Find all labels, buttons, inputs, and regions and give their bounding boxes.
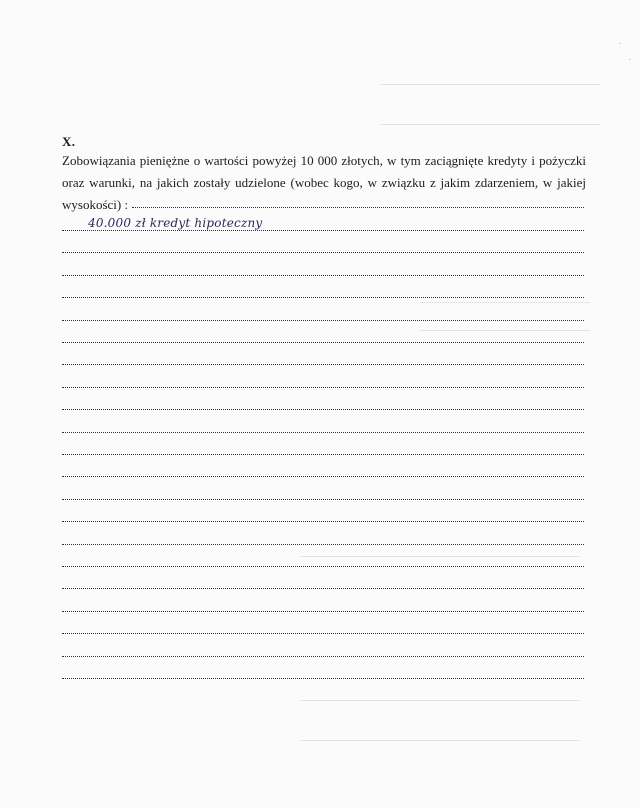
answer-line [62, 656, 584, 657]
answer-line [62, 454, 584, 455]
answer-line [62, 297, 584, 298]
answer-line [62, 566, 584, 567]
answer-line [62, 611, 584, 612]
answer-line [62, 633, 584, 634]
answer-line [62, 387, 584, 388]
bleed-through-line [420, 330, 590, 331]
answer-line [132, 207, 584, 208]
bleed-through-line [380, 124, 600, 125]
corner-mark: · [628, 54, 632, 65]
handwritten-answer: 40.000 zł kredyt hipoteczny [88, 216, 263, 230]
answer-line [62, 275, 584, 276]
question-text: Zobowiązania pieniężne o wartości powyżej 10 000 złotych, w tym zaciągnięte kredyty i pożyczki oraz warunki, na jakich zostały udzielone (wobec kogo, w związku z jakim zdarzeniem, w jakiej wysokości) : [62, 153, 586, 212]
section-number: X. [62, 134, 76, 149]
answer-line [62, 342, 584, 343]
bleed-through-line [300, 740, 580, 741]
answer-line [62, 544, 584, 545]
answer-line [62, 432, 584, 433]
answer-line [62, 320, 584, 321]
answer-line [62, 499, 584, 500]
bleed-through-line [300, 700, 580, 701]
bleed-through-line [420, 302, 590, 303]
answer-line [62, 678, 584, 679]
answer-line [62, 252, 584, 253]
corner-mark: · [618, 38, 622, 49]
answer-line [62, 476, 584, 477]
answer-line [62, 521, 584, 522]
bleed-through-line [380, 84, 600, 85]
answer-line [62, 409, 584, 410]
bleed-through-line [300, 556, 580, 557]
answer-line [62, 588, 584, 589]
answer-line [62, 230, 584, 231]
answer-line [62, 364, 584, 365]
